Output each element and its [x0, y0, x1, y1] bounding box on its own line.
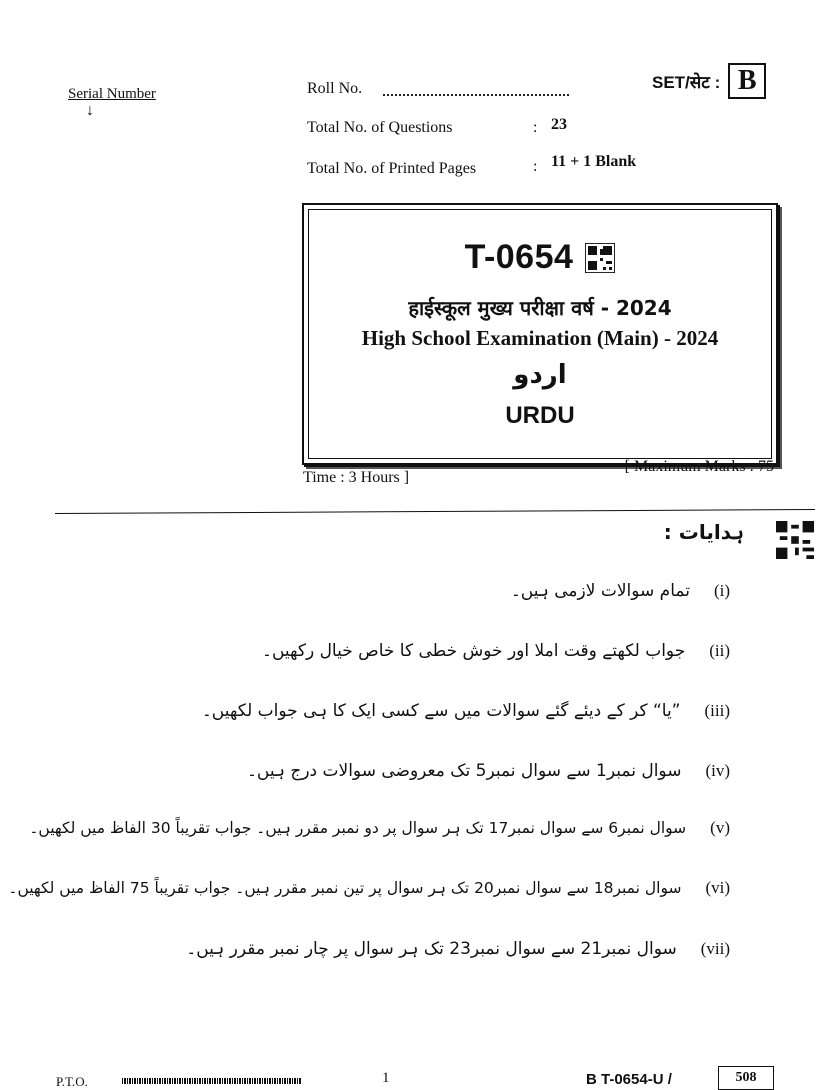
instruction-text: سوال نمبر1 سے سوال نمبر5 تک معروضی سوالات درج ہیں۔ — [246, 761, 682, 781]
exam-title-box — [302, 203, 778, 465]
divider-line — [55, 509, 815, 514]
english-exam-title: High School Examination (Main) - 2024 — [361, 326, 719, 350]
footer-paper-code: B T-0654-U / — [586, 1071, 672, 1088]
instruction-item — [8, 878, 730, 898]
roll-no-label: Roll No. — [307, 80, 363, 97]
page-number: 1 — [382, 1070, 390, 1086]
instruction-number: (iii) — [704, 700, 730, 720]
instruction-number: (ii) — [709, 640, 730, 660]
printed-pages-label: Total No. of Printed Pages — [307, 160, 477, 177]
instruction-number: (vii) — [700, 938, 730, 958]
separator: : — [533, 119, 538, 136]
subject-urdu-name: اردو — [513, 360, 567, 390]
qr-code-icon — [776, 521, 814, 559]
exam-title-inner-frame — [308, 209, 772, 459]
instruction-number: (vi) — [705, 878, 730, 897]
set-value-box: B — [728, 63, 766, 99]
exam-time: Time : 3 Hours ] — [303, 469, 410, 486]
subject-english-name: URDU — [505, 402, 575, 429]
qr-code-icon — [585, 243, 615, 273]
printed-pages-value: 11 + 1 Blank — [551, 153, 637, 170]
instruction-item — [262, 640, 730, 661]
set-label: SET/सेट : — [652, 72, 721, 92]
serial-number-label: Serial Number — [68, 86, 156, 102]
instruction-text: ”یا“ کر کے دیئے گئے سوالات میں سے کسی ایک کا ہی جواب لکھیں۔ — [201, 701, 681, 721]
instruction-item — [29, 818, 730, 838]
instruction-item — [247, 760, 730, 781]
paper-code-row — [309, 238, 771, 277]
instruction-item — [186, 938, 730, 959]
maximum-marks: [ Maximum Marks : 75 — [624, 458, 774, 475]
set-indicator — [652, 63, 766, 99]
roll-no-field — [383, 86, 569, 96]
total-questions-label: Total No. of Questions — [307, 119, 453, 136]
instruction-number: (v) — [710, 818, 730, 837]
hindi-exam-title: हाईस्कूल मुख्य परीक्षा वर्ष - 2024 — [408, 296, 672, 320]
instruction-text: سوال نمبر21 سے سوال نمبر23 تک ہر سوال پر چار نمبر مقرر ہیں۔ — [186, 939, 677, 959]
footer-code-box: 508 — [718, 1066, 774, 1090]
instruction-text: تمام سوالات لازمی ہیں۔ — [510, 581, 690, 601]
footer-pto: P.T.O. — [56, 1074, 88, 1089]
instruction-item — [202, 700, 730, 721]
instruction-text: جواب لکھتے وقت املا اور خوش خطی کا خاص خیال رکھیں۔ — [262, 641, 686, 661]
instructions-heading: ہدایات : — [663, 520, 744, 544]
barcode-icon — [122, 1078, 302, 1084]
instruction-text: سوال نمبر6 سے سوال نمبر17 تک ہر سوال پر دو نمبر مقرر ہیں۔ جواب تقریباً 30 الفاظ میں لکھیں۔ — [29, 819, 687, 837]
separator: : — [533, 158, 538, 175]
instruction-text: سوال نمبر18 سے سوال نمبر20 تک ہر سوال پر تین نمبر مقرر ہیں۔ جواب تقریباً 75 الفاظ میں لکھیں۔ — [8, 879, 682, 897]
total-questions-value: 23 — [551, 116, 567, 133]
instruction-item — [511, 580, 730, 601]
paper-code: T-0654 — [464, 238, 574, 276]
instruction-number: (i) — [713, 580, 730, 600]
instruction-number: (iv) — [705, 760, 730, 780]
serial-arrow-icon: ↓ — [86, 102, 94, 119]
